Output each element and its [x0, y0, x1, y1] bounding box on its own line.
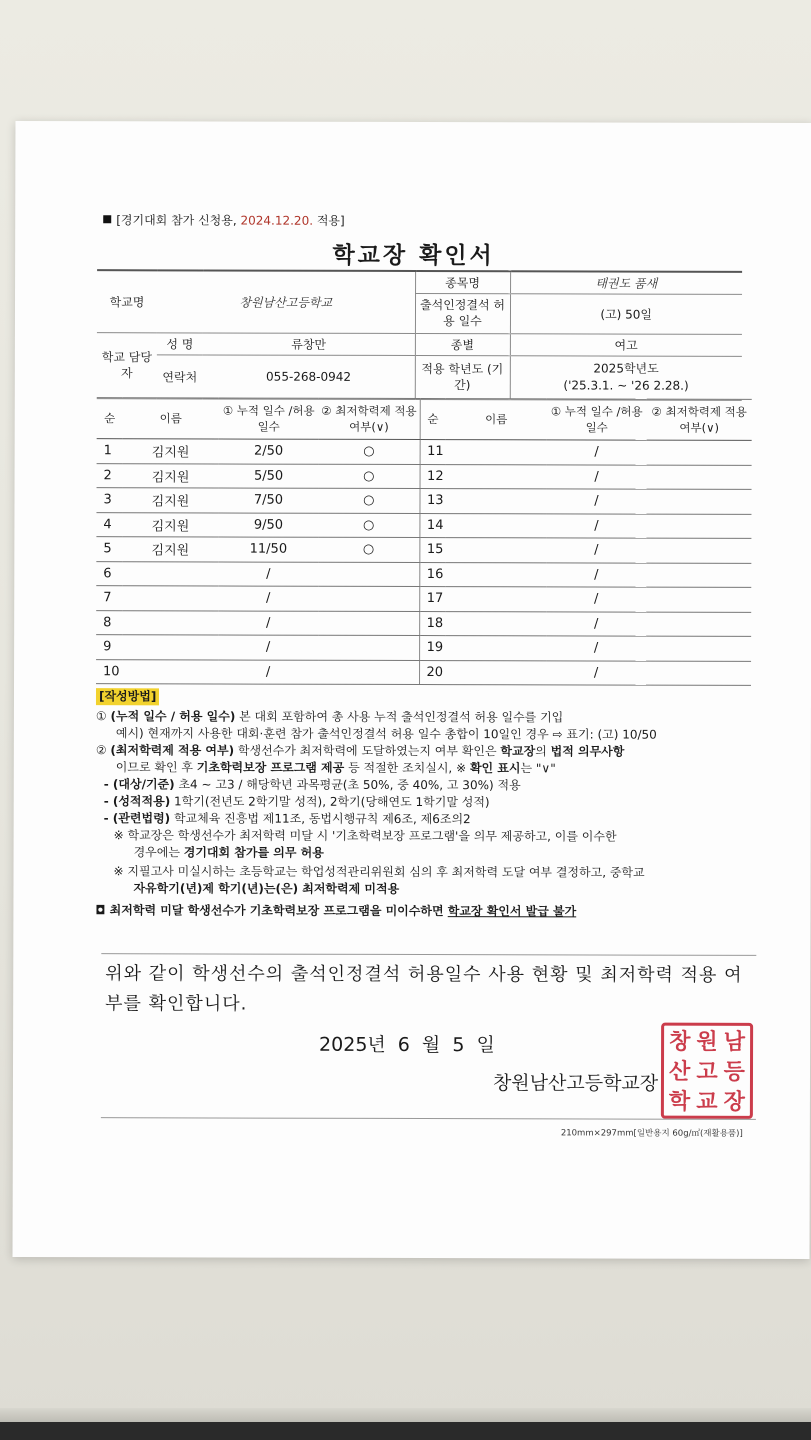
- school-value: 창원남산고등학교: [157, 270, 415, 333]
- col-name: 이름: [123, 398, 219, 439]
- table-row: 4 김지원 9/50 ○ 14 /: [96, 512, 751, 538]
- footer-divider: [101, 1117, 756, 1120]
- table-row: 7 / 17 /: [96, 586, 751, 612]
- table-row: 10 / 20 /: [96, 659, 751, 685]
- col-days-2: ① 누적 일수 /허용 일수: [547, 399, 647, 440]
- name-label: 성 명: [157, 332, 203, 354]
- year-value: 2025학년도: [593, 361, 659, 376]
- table-row: 8 / 18 /: [96, 610, 751, 636]
- school-label: 학교명: [97, 270, 157, 332]
- year-label: 적용 학년도 (기간): [415, 355, 510, 399]
- year-period: ('25.3.1. ~ '26 2.28.): [563, 378, 689, 393]
- table-row: 1 김지원 2/50 ○ 11 /: [97, 439, 752, 465]
- contact-label: 연락처: [157, 354, 203, 398]
- name-value: 류창만: [203, 332, 415, 355]
- col-applied: ② 최저학력제 적용 여부(∨): [319, 398, 420, 439]
- black-square-icon: [103, 215, 111, 223]
- table-row: 3 김지원 7/50 ○ 13 /: [96, 488, 751, 514]
- col-no-2: 순: [420, 399, 446, 440]
- col-no: 순: [97, 398, 123, 439]
- col-name-2: 이름: [446, 399, 547, 440]
- table-row: 9 / 19 /: [96, 635, 751, 661]
- document-title: 학교장 확인서: [332, 242, 495, 270]
- table-row: 6 / 16 /: [96, 561, 751, 587]
- paper-spec: 210mm×297mm[일반용지 60g/㎡(재활용품)]: [560, 1128, 743, 1139]
- event-label: 종목명: [415, 271, 510, 293]
- divider: [101, 953, 756, 956]
- info-table: [97, 269, 742, 400]
- year-cell: [510, 355, 742, 400]
- manager-label: 학교 담당자: [97, 332, 157, 398]
- notice-line: [경기대회 참가 신청용, 2024.12.20. 적용]: [103, 211, 345, 229]
- confirmation-text: 위와 같이 학생선수의 출석인정결석 허용일수 사용 현황 및 최저학력 적용 여부를 확인합니다.: [105, 963, 743, 1015]
- roster-table: [96, 397, 752, 686]
- instructions-tag: [작성방법]: [96, 688, 159, 705]
- principal-name: 창원남산고등학교장: [492, 1072, 659, 1095]
- table-row: 5 김지원 11/50 ○ 15 /: [96, 537, 751, 563]
- allowed-days-value: (고) 50일: [510, 293, 742, 334]
- col-applied-2: ② 최저학력제 적용 여부(∨): [647, 399, 752, 440]
- table-edge: [0, 1408, 811, 1422]
- issue-date: 2025년 6 월 5 일: [319, 1033, 495, 1057]
- document-page: [13, 121, 811, 1259]
- table-row: 2 김지원 5/50 ○ 12 /: [97, 463, 752, 489]
- allowed-days-label: 출석인정결석 허용 일수: [415, 293, 510, 333]
- instructions: [작성방법] ① (누적 일수 / 허용 일수) 본 대회 포함하여 총 사용 누적 출석인정결석 허용 일수를 기입 예시) 현재까지 사용한 대회·훈련 참가 출석인정결석 허용 일수 총합이 10일인 경우 ⇨ 표기: (고) 10/50 ② (최저학력제 적용 여부) 학생선수가 최저학력에 도달하였는지 여부 확인은 학교장의 법적 의무사항 이므로 확인 후 기초학력보장 프로그램 제공 등 적절한 조치실시, ※ 확인 표시는 "∨" - (대상/기준) 초4 ~ 고3 / 해당학년 과목평균(초 50%, 중 40%, 고 30%) 적용 - (성적적용) 1학기(전년도 2학기말 성적), 2학기(당해연도 1학기말 성적) - (관련법령) 학교체육 진흥법 제11조, 동법시행규칙 제6조, 제6조의2 ※ 학교장은 학생선수가 최저학력 미달 시 '기초학력보장 프로그램'을 의무 제공하고, 이를 이수한 경우에는 경기대회 참가를 의무 허용 ※ 지필고사 미실시하는 초등학교는 학업성적관리위원회 심의 후 최저학력 도달 여부 결정하고, 중학교 자유학기(년)제 학기(년)는(은) 최저학력제 미적용 ◘ 최저학력 미달 학생선수가 기초학력보장 프로그램을 미이수하면 학교장 확인서 발급 불가: [95, 689, 657, 919]
- event-value: 태권도 품새: [510, 271, 742, 294]
- gender-label: 종별: [415, 333, 510, 355]
- gender-value: 여고: [510, 333, 742, 356]
- table-surface: [0, 1422, 811, 1440]
- contact-value: 055-268-0942: [203, 354, 415, 399]
- col-days: ① 누적 일수 /허용 일수: [219, 398, 319, 439]
- official-seal-icon: 창 원 남 산 고 등 학 교 장: [661, 1023, 753, 1119]
